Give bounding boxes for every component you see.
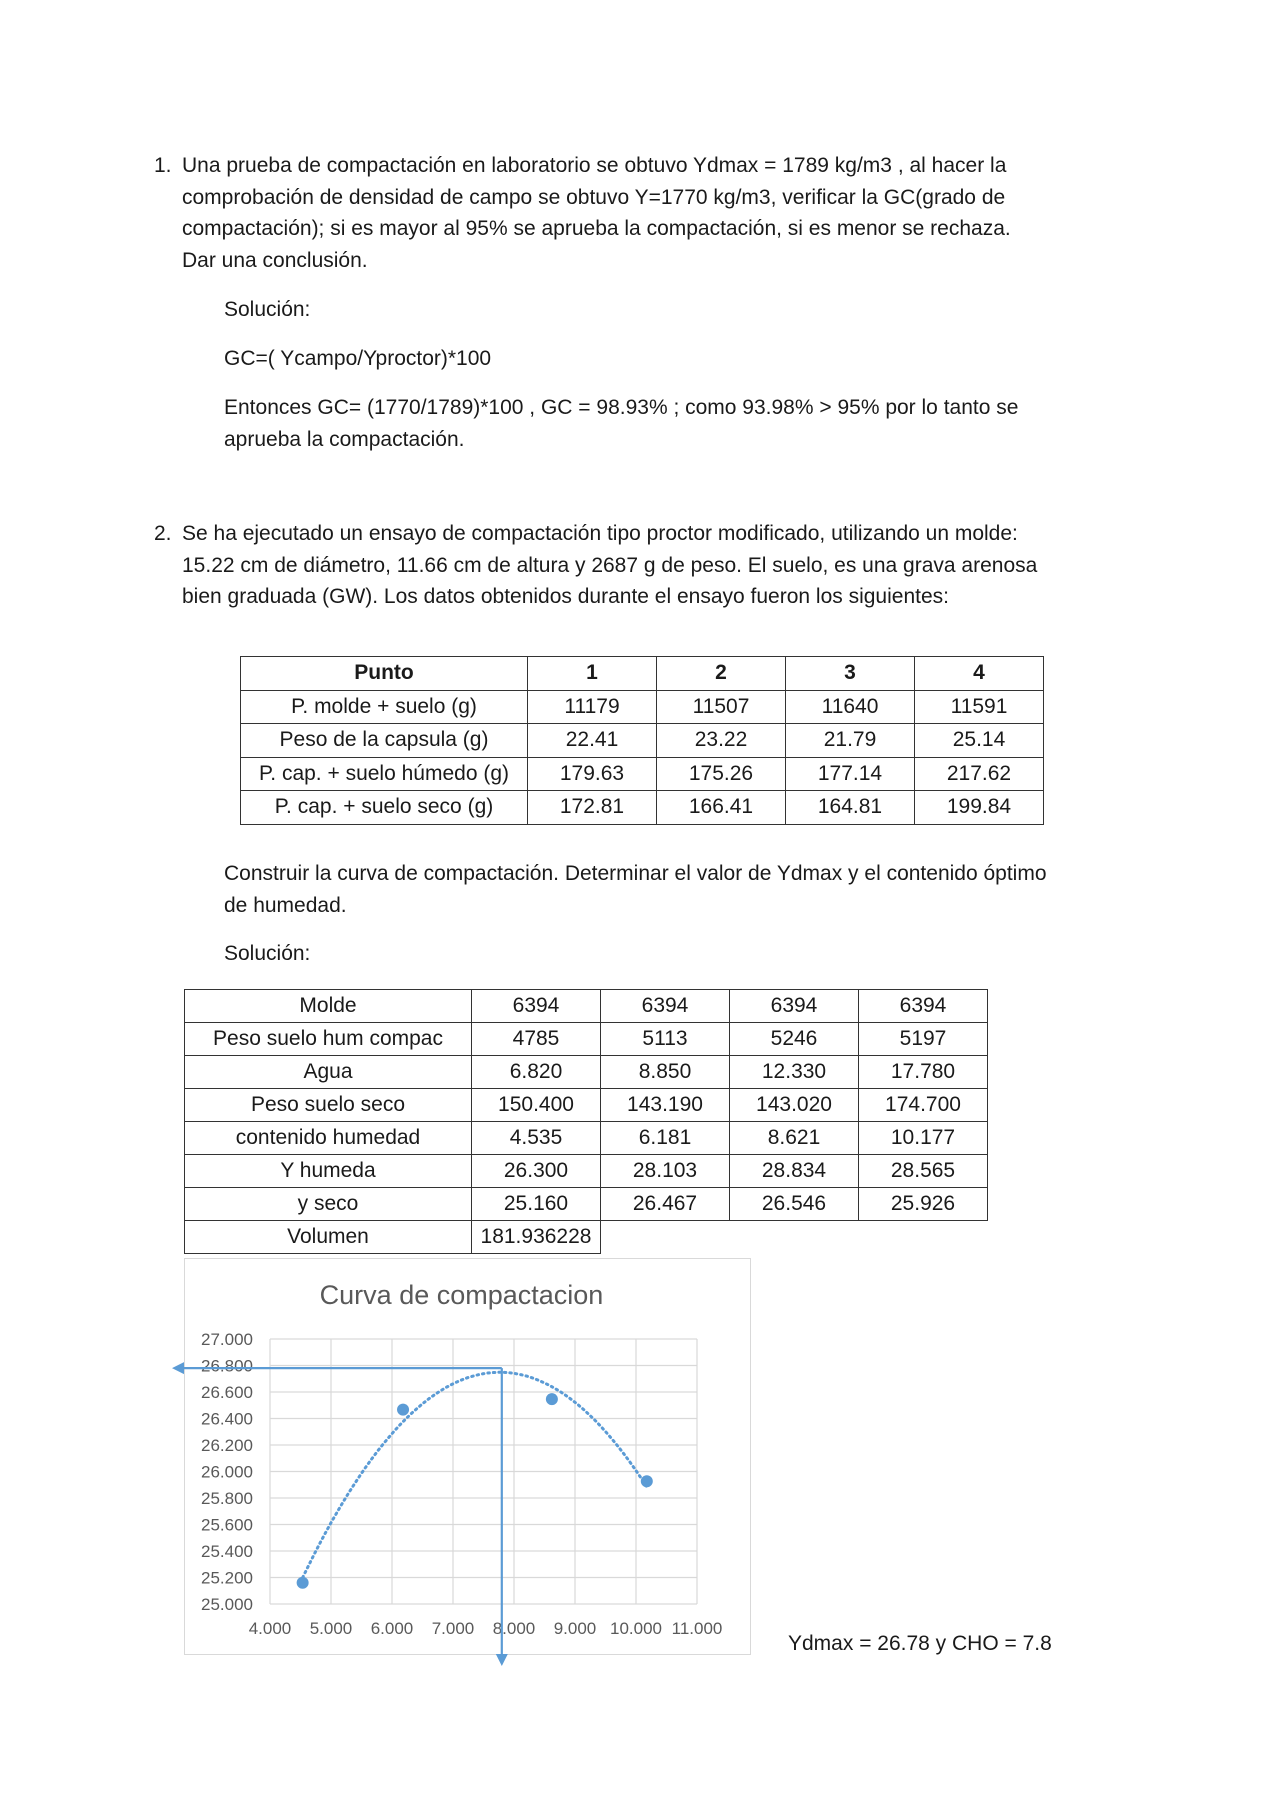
table-header-cell: Punto bbox=[241, 657, 528, 691]
table-cell: 6394 bbox=[730, 990, 859, 1023]
table-header-cell: 1 bbox=[528, 657, 657, 691]
table-cell: Agua bbox=[185, 1056, 472, 1089]
data-point bbox=[297, 1577, 309, 1589]
table-header-cell: 4 bbox=[915, 657, 1044, 691]
table-cell: 26.467 bbox=[601, 1188, 730, 1221]
table-cell: Peso de la capsula (g) bbox=[241, 724, 528, 758]
table-cell: 8.621 bbox=[730, 1122, 859, 1155]
question-1-formula: GC=( Ycampo/Yproctor)*100 bbox=[224, 347, 492, 370]
table-cell: y seco bbox=[185, 1188, 472, 1221]
y-tick-label: 25.200 bbox=[201, 1568, 253, 1588]
x-tick-label: 10.000 bbox=[610, 1619, 662, 1638]
x-tick-label: 9.000 bbox=[553, 1619, 597, 1638]
table-cell: 177.14 bbox=[786, 757, 915, 791]
ydmax-arrowhead bbox=[172, 1362, 184, 1374]
table-cell: 4.535 bbox=[472, 1122, 601, 1155]
x-tick-label: 8.000 bbox=[492, 1619, 536, 1638]
data-point bbox=[641, 1475, 653, 1487]
y-tick-label: 26.400 bbox=[201, 1409, 253, 1429]
question-2-line: bien graduada (GW). Los datos obtenidos durante el ensayo fueron los siguientes: bbox=[182, 585, 949, 608]
table-cell: Peso suelo hum compac bbox=[185, 1023, 472, 1056]
table-cell: 11179 bbox=[528, 690, 657, 724]
table-cell: 175.26 bbox=[657, 757, 786, 791]
table-cell: 6394 bbox=[472, 990, 601, 1023]
table-cell: 11591 bbox=[915, 690, 1044, 724]
question-2-line: Se ha ejecutado un ensayo de compactación tipo proctor modificado, utilizando un molde: bbox=[182, 522, 1018, 545]
data-point bbox=[397, 1404, 409, 1416]
table-cell: 5246 bbox=[730, 1023, 859, 1056]
table-cell: 25.14 bbox=[915, 724, 1044, 758]
y-tick-label: 27.000 bbox=[201, 1330, 253, 1349]
y-tick-label: 26.000 bbox=[201, 1462, 253, 1482]
y-tick-label: 25.800 bbox=[201, 1489, 253, 1508]
table-cell: 179.63 bbox=[528, 757, 657, 791]
table-cell: 11507 bbox=[657, 690, 786, 724]
table-cell: P. molde + suelo (g) bbox=[241, 690, 528, 724]
x-tick-label: 11.000 bbox=[671, 1619, 723, 1638]
table-cell: 6.181 bbox=[601, 1122, 730, 1155]
table-cell: 172.81 bbox=[528, 791, 657, 825]
question-1-line: Una prueba de compactación en laboratorio se obtuvo Ydmax = 1789 kg/m3 , al hacer la bbox=[182, 154, 1007, 177]
table-cell: 11640 bbox=[786, 690, 915, 724]
table-cell: 143.190 bbox=[601, 1089, 730, 1122]
table-cell: contenido humedad bbox=[185, 1122, 472, 1155]
data-point bbox=[546, 1393, 558, 1405]
table-cell: 4785 bbox=[472, 1023, 601, 1056]
table-cell: 174.700 bbox=[859, 1089, 988, 1122]
table-cell: 8.850 bbox=[601, 1056, 730, 1089]
table-cell: 181.936228 bbox=[472, 1221, 601, 1254]
question-1-solution-label: Solución: bbox=[224, 298, 311, 321]
table-cell: 26.300 bbox=[472, 1155, 601, 1188]
table-cell: 25.160 bbox=[472, 1188, 601, 1221]
table-cell: 217.62 bbox=[915, 757, 1044, 791]
y-tick-label: 26.600 bbox=[201, 1383, 253, 1402]
table-cell: P. cap. + suelo húmedo (g) bbox=[241, 757, 528, 791]
table-cell: 5113 bbox=[601, 1023, 730, 1056]
question-1-result-line: aprueba la compactación. bbox=[224, 427, 465, 451]
x-tick-label: 7.000 bbox=[431, 1619, 475, 1638]
table-cell: 21.79 bbox=[786, 724, 915, 758]
table-cell: 26.546 bbox=[730, 1188, 859, 1221]
chart-title: Curva de compactacion bbox=[319, 1280, 604, 1310]
table-cell: 143.020 bbox=[730, 1089, 859, 1122]
table-cell: 12.330 bbox=[730, 1056, 859, 1089]
table-cell: Y humeda bbox=[185, 1155, 472, 1188]
table-cell: 28.834 bbox=[730, 1155, 859, 1188]
y-tick-label: 25.600 bbox=[201, 1515, 253, 1535]
table-cell: 22.41 bbox=[528, 724, 657, 758]
y-tick-label: 26.800 bbox=[201, 1356, 253, 1376]
question-2-line: 15.22 cm de diámetro, 11.66 cm de altura y 2687 g de peso. El suelo, es una grava arenosa bbox=[182, 553, 1038, 577]
table-cell: Molde bbox=[185, 990, 472, 1023]
table-header-cell: 2 bbox=[657, 657, 786, 691]
x-tick-label: 4.000 bbox=[248, 1619, 292, 1638]
trendline bbox=[303, 1372, 647, 1577]
y-tick-label: 25.000 bbox=[201, 1595, 253, 1614]
table-cell: 6.820 bbox=[472, 1056, 601, 1089]
table-cell: 150.400 bbox=[472, 1089, 601, 1122]
question-1-result-line: Entonces GC= (1770/1789)*100 , GC = 98.93% ; como 93.98% > 95% por lo tanto se bbox=[224, 396, 1019, 419]
question-2-instruction-line: Construir la curva de compactación. Determinar el valor de Ydmax y el contenido óptimo bbox=[224, 862, 1047, 885]
question-1-line: comprobación de densidad de campo se obtuvo Y=1770 kg/m3, verificar la GC(grado de bbox=[182, 185, 1006, 209]
cho-arrowhead bbox=[496, 1654, 508, 1666]
table-cell: 10.177 bbox=[859, 1122, 988, 1155]
table-cell: Volumen bbox=[185, 1221, 472, 1254]
table-header-cell: 3 bbox=[786, 657, 915, 691]
table-cell: Peso suelo seco bbox=[185, 1089, 472, 1122]
table-cell: 28.565 bbox=[859, 1155, 988, 1188]
y-tick-label: 25.400 bbox=[201, 1542, 253, 1561]
x-tick-label: 6.000 bbox=[370, 1619, 414, 1638]
table-cell: 164.81 bbox=[786, 791, 915, 825]
table-cell: 166.41 bbox=[657, 791, 786, 825]
question-2-instruction-line: de humedad. bbox=[224, 893, 347, 917]
question-2-number: 2. bbox=[154, 522, 172, 545]
table-cell: 199.84 bbox=[915, 791, 1044, 825]
question-1-line: compactación); si es mayor al 95% se aprueba la compactación, si es menor se rechaza. bbox=[182, 217, 1011, 240]
table-cell: P. cap. + suelo seco (g) bbox=[241, 791, 528, 825]
table-cell: 6394 bbox=[601, 990, 730, 1023]
y-tick-label: 26.200 bbox=[201, 1436, 253, 1455]
table-cell: 6394 bbox=[859, 990, 988, 1023]
table-cell: 17.780 bbox=[859, 1056, 988, 1089]
table-cell: 28.103 bbox=[601, 1155, 730, 1188]
table-cell: 23.22 bbox=[657, 724, 786, 758]
question-1-number: 1. bbox=[154, 154, 172, 177]
table-cell: 25.926 bbox=[859, 1188, 988, 1221]
question-2-solution-label: Solución: bbox=[224, 942, 311, 965]
x-tick-label: 5.000 bbox=[309, 1619, 353, 1638]
question-1-line: Dar una conclusión. bbox=[182, 248, 368, 272]
table-cell: 5197 bbox=[859, 1023, 988, 1056]
answer-text: Ydmax = 26.78 y CHO = 7.8 bbox=[788, 1632, 1052, 1655]
